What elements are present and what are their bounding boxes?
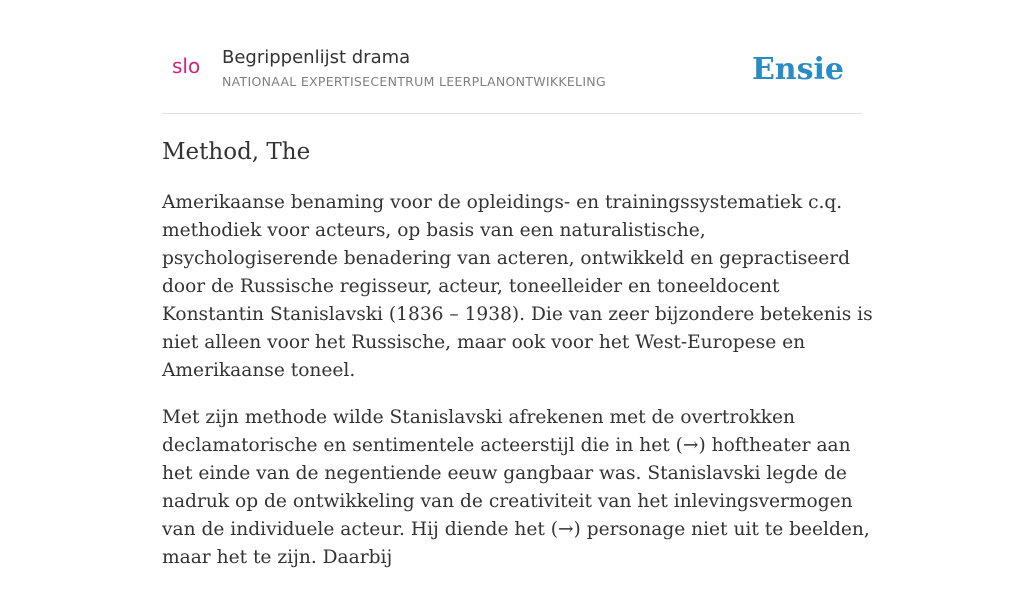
entry-paragraph-2: [162, 404, 878, 572]
organization-subtitle: NATIONAAL EXPERTISECENTRUM LEERPLANONTWIKKELING: [222, 74, 606, 89]
cross-reference-link-hoftheater[interactable]: (→): [675, 435, 706, 456]
paragraph-1-text: Amerikaanse benaming voor de opleidings- en trainingssystematiek c.q. methodiek voor acteurs, op basis van een naturalistische, psychologiserende benadering van acteren, ontwikkeld en gepractiseerd door de Russische regisseur, acteur, toneelleider en toneeldocent Konstantin Stanislavski (1836 – 1938). Die van zeer bijzondere betekenis is niet alleen voor het Russische, maar ook voor het West-Europese en Amerikaanse toneel.: [162, 192, 873, 381]
cross-reference-link-personage[interactable]: (→): [550, 519, 581, 540]
header-titles: [222, 46, 606, 89]
entry-title: Method, The: [162, 139, 311, 165]
paragraph-2-part-2: hoftheater aan het einde van de negentiende eeuw gangbaar was. Stanislavski legde de nadruk op de ontwikkeling van de creativiteit van het inlevingsvermogen van de individuele acteur. Hij diende het: [162, 435, 853, 540]
ensie-logo[interactable]: Ensie: [751, 52, 844, 87]
paragraph-2-part-3: personage niet uit te beelden, maar het te zijn. Daarbij: [162, 519, 870, 568]
header: [162, 40, 862, 114]
entry-content: [162, 134, 882, 591]
paragraph-2-text: [162, 404, 878, 572]
entry-paragraph-1: [162, 189, 878, 385]
paragraph-2-part-1: Met zijn methode wilde Stanislavski afrekenen met de overtrokken declamatorische en sentimentele acteerstijl die in het: [162, 407, 795, 456]
glossary-title[interactable]: Begrippenlijst drama: [222, 47, 411, 68]
slo-logo[interactable]: slo: [172, 54, 201, 78]
